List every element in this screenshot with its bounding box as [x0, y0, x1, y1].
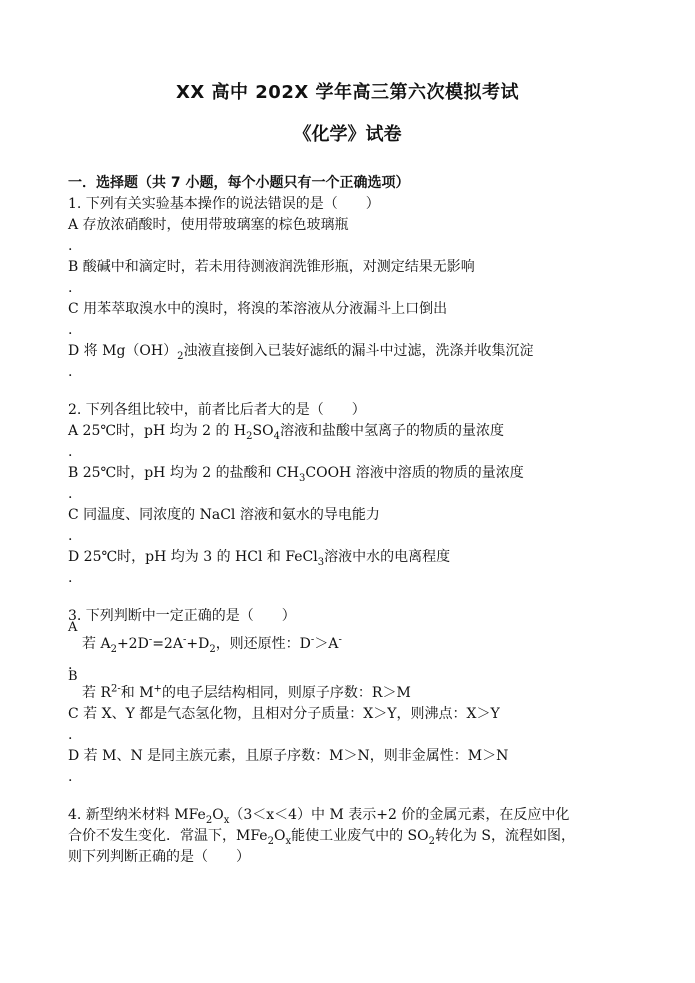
option-dot: .: [68, 238, 73, 254]
option-letter: A: [68, 620, 78, 635]
option-a: A 若 $A_2+2D^-=2A^-+D_2$，则还原性：D-＞A-: [68, 620, 342, 655]
option-d: D 25℃时，pH 均为 3 的 HCl 和 FeCl$_3$溶液中水的电离程度: [68, 549, 451, 568]
question-4: [68, 805, 648, 868]
question-stem: 1. 下列有关实验基本操作的说法错误的是（ ）: [68, 196, 380, 212]
question-stem-line-1: 4. 新型纳米材料 $MFe_2O_x(3<x<4)$中 M 表示+2 价的金属元素，在反应中化: [68, 807, 570, 826]
exam-content: [68, 172, 648, 868]
option-dot: .: [68, 364, 73, 380]
option-c: C 同温度、同浓度的 NaCl 溶液和氨水的导电能力: [68, 507, 380, 523]
option-dot: .: [68, 657, 73, 673]
option-dot: .: [68, 322, 73, 338]
question-1: [68, 194, 648, 383]
question-stem: 3. 下列判断中一定正确的是（ ）: [68, 608, 296, 624]
question-stem-line-3: 则下列判断正确的是（ ）: [68, 849, 250, 865]
question-2: [68, 400, 648, 589]
option-dot: .: [68, 727, 73, 743]
question-stem: 2. 下列各组比较中，前者比后者大的是（ ）: [68, 402, 366, 418]
option-dot: .: [68, 769, 73, 785]
option-b: B 酸碱中和滴定时，若未用待测液润洗锥形瓶，对测定结果无影响: [68, 259, 475, 275]
option-dot: .: [68, 570, 73, 586]
option-a: A 25℃时，pH 均为 2 的 $H_2SO_4$溶液和盐酸中氢离子的物质的量浓度: [68, 423, 504, 442]
option-c: C 若 X、Y 都是气态氢化物，且相对分子质量：X＞Y，则沸点：X＞Y: [68, 706, 500, 722]
option-d: D 将 $Mg(OH)_2$浊液直接倒入已装好滤纸的漏斗中过滤，洗涤并收集沉淀: [68, 343, 534, 362]
option-a: A 存放浓硝酸时，使用带玻璃塞的棕色玻璃瓶: [68, 217, 349, 233]
option-b: B 25℃时，pH 均为 2 的盐酸和 $CH_3COOH$ 溶液中溶质的物质的量浓度: [68, 465, 524, 484]
option-dot: .: [68, 486, 73, 502]
option-b: B 若 $R^{2-}$和 M+的电子层结构相同，则原子序数：R＞M: [68, 669, 411, 701]
exam-title: XX 高中 202X 学年高三第六次模拟考试: [175, 82, 519, 103]
exam-subtitle: 《化学》试卷: [293, 124, 402, 145]
option-dot: .: [68, 528, 73, 544]
section-heading: 一．选择题（共 7 小题，每个小题只有一个正确选项）: [68, 175, 410, 191]
option-d: D 若 M、N 是同主族元素，且原子序数：M＞N，则非金属性：M＞N: [68, 748, 509, 764]
question-3: [68, 606, 648, 788]
option-dot: .: [68, 280, 73, 296]
option-dot: .: [68, 444, 73, 460]
question-stem-line-2: 合价不发生变化．常温下，$MFe_2O_x$能使工业废气中的 $SO_2$转化为 S，流程如图，: [68, 828, 576, 847]
option-letter: B: [68, 669, 78, 684]
option-c: C 用苯萃取溴水中的溴时，将溴的苯溶液从分液漏斗上口倒出: [68, 301, 448, 317]
